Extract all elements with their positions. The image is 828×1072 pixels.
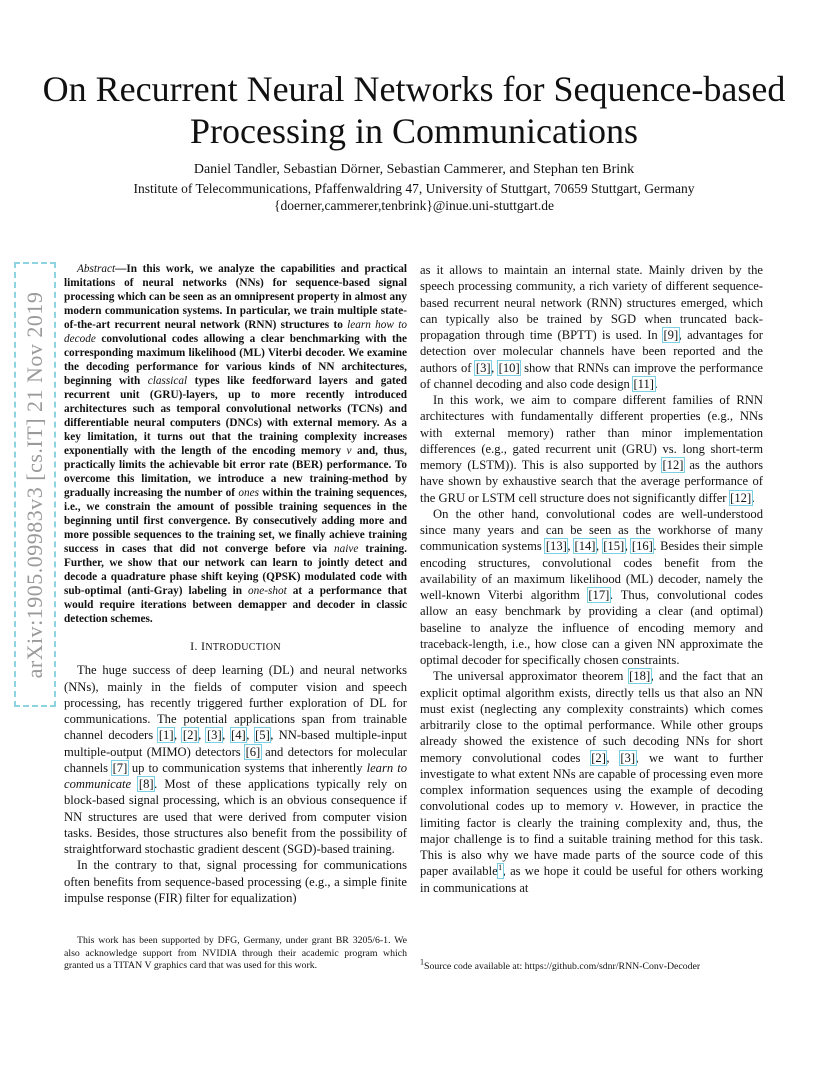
abstract-segment: types like feedforward layers and gated recurrent unit (GRU)-layers, up to more recently introduced architectures such as temporal convolutional networks (TCNs) and differentiable neural computers (DNCs) with external memory. As a key limitation, it turns out that the training complexity increases exponentially with the length of the encoding memory — [64, 375, 407, 457]
text-segment: . However, in practice the limiting factor is clearly the training complexity and, thus, the major challenge is to find a suitable training method for this task. This is also why we have made parts of the source code of this paper available — [420, 799, 764, 879]
abstract-emphasis: learn how to decode — [64, 319, 407, 345]
abstract-emphasis: ones — [238, 487, 259, 499]
text-segment: . Most of these applications typically rely on block-based signal processing, which is an obvious consequence if NN structures are used that were derived from computer vision tasks. Besides, those structures also benefit from the possibility of straightforward stochastic gradient descent (SGD)-based training. — [64, 777, 408, 856]
text-segment: . Thus, convolutional codes allow an easy benchmark by providing a clear (and optimal) baseline to analyze the influence of encoding memory and traceback-length, i.e., how close can a given NN approximate the optimal decoder for specifically chosen constraints. — [420, 588, 763, 667]
citation-link[interactable]: [17] — [588, 588, 610, 602]
separator: , — [246, 728, 255, 743]
text-segment: , advantages for detection over molecular channels have been reported and the authors of — [420, 328, 763, 375]
text-segment: show that RNNs can improve the performance of channel decoding and also code design — [420, 360, 763, 391]
separator: , — [567, 539, 575, 554]
text-segment: . — [654, 376, 658, 391]
abstract-segment: convolutional codes allowing a clear benchmarking with the corresponding maximum likelihood (ML) Viterbi decoder. We examine the decoding performance for various kinds of NN architectures, beginning with — [64, 333, 407, 387]
funding-footnote: This work has been supported by DFG, Germany, under grant BR 3205/6-1. We also acknowledge support from NVIDIA through their academic program which granted us a TITAN V graphics card that was used for this work. — [64, 935, 407, 971]
citation-link[interactable]: [12] — [730, 490, 752, 505]
citation-link[interactable]: [18] — [629, 669, 651, 684]
citation-link[interactable]: [3] — [620, 750, 636, 765]
emphasis: learn to communicate — [64, 760, 407, 791]
text-segment: On the other hand, convolutional codes are well-understood since many years and can be seen as the workhorse of many communication systems — [420, 506, 763, 554]
citation-link[interactable]: [1] — [158, 728, 174, 743]
abstract — [64, 262, 407, 626]
separator: , — [222, 728, 231, 743]
text-segment: up to communication systems that inherently — [127, 760, 367, 775]
text-segment: The huge success of deep learning (DL) and neural networks (NNs), mainly in the fields of computer vision and speech processing, has recently triggered further exploration of DL for communications. The potential applications span from trainable channel decoders — [64, 663, 407, 743]
citation-link[interactable]: [14] — [574, 539, 596, 554]
text-segment: . Besides their simple encoding structures, convolutional codes benefit from the availability of an maximum likelihood (ML) decoder, namely the well-known Viterbi algorithm — [420, 539, 764, 602]
emphasis: ν — [614, 799, 621, 814]
abstract-emphasis: one-shot — [248, 585, 287, 597]
right-paragraph-4 — [420, 668, 763, 896]
citation-link[interactable]: [2] — [182, 728, 198, 743]
citation-link[interactable]: [8] — [138, 777, 154, 791]
citation-link[interactable]: [3] — [206, 728, 222, 743]
section-heading-introduction — [64, 638, 407, 656]
right-column — [420, 262, 763, 896]
text-segment: , and the fact that an explicit optimal algorithm exists, directly tells us that also an NN must exist (neglecting any complexity constraints) which comes arbitrarily close to the optimal performance. While other groups already showed the existence of such decoding NNs for short memory convolutional codes — [420, 669, 763, 765]
footnote-marker: 1 — [498, 863, 503, 873]
footnote-text: Source code available at: https://github.com/sdnr/RNN-Conv-Decoder — [424, 961, 701, 972]
citation-link[interactable]: [10] — [498, 360, 520, 375]
abstract-segment: at a performance that would require iterations between demapper and decoder in classic detection schemes. — [64, 585, 407, 625]
text-segment: as it allows to maintain an internal state. Mainly driven by the speech processing community, a rich variety of different sequence-based recurrent neural network (RNN) structures emerged, which can typically also be trained by SGD when truncated back-propagation through time (BPTT) is used. In — [420, 263, 763, 342]
citation-link[interactable]: [13] — [545, 539, 567, 554]
abstract-segment: training. Further, we show that our network can learn to jointly detect and decode a quadrature phase shift keying (QPSK) modulated code with sub-optimal (anti-Gray) labeling in — [64, 543, 407, 597]
abstract-label: Abstract — [77, 263, 116, 275]
citation-link[interactable]: [12] — [662, 458, 684, 472]
citation-link[interactable]: [9] — [663, 328, 679, 342]
separator: , — [491, 360, 499, 375]
section-title-initial: I — [201, 639, 206, 653]
separator: , — [596, 539, 603, 554]
author-emails: {doerner,cammerer,tenbrink}@inue.uni-stuttgart.de — [274, 198, 554, 213]
abstract-segment: within the training sequences, i.e., we constrain the amount of possible training sequences in the beginning until first convergence. By consecutively adding more and more possible sequences to the training set, we finally achieve training success in cases that did not converge before via — [64, 487, 407, 555]
citation-link[interactable]: [4] — [231, 728, 246, 743]
text-segment: The universal approximator theorem — [433, 669, 629, 684]
intro-paragraph-2: In the contrary to that, signal processing for communications often benefits from sequence-based processing (e.g., a simple finite impulse response (FIR) filter for equalization) — [64, 858, 407, 905]
author-list: Daniel Tandler, Sebastian Dörner, Sebastian Cammerer, and Stephan ten Brink — [193, 162, 635, 177]
citation-link[interactable]: [15] — [603, 539, 625, 554]
citation-link[interactable]: [2] — [591, 750, 606, 765]
abstract-segment: and, thus, practically limits the achievable bit error rate (BER) performance. To overcome this limitation, we introduce a new training-method by gradually increasing the number of — [64, 445, 407, 499]
citation-link[interactable]: [11] — [633, 376, 654, 391]
right-paragraph-2 — [420, 392, 763, 506]
section-title-rest: NTRODUCTION — [205, 642, 281, 653]
abstract-emphasis: ν — [346, 445, 352, 457]
abstract-dash: — — [115, 263, 127, 275]
separator: , — [624, 539, 632, 554]
citation-link[interactable]: [16] — [631, 539, 653, 554]
footnote-number: 1 — [420, 957, 424, 967]
abstract-emphasis: classical — [147, 375, 188, 387]
text-segment: . — [751, 490, 755, 505]
intro-paragraph-1 — [64, 662, 407, 857]
section-number: I. — [190, 639, 198, 653]
right-paragraph-1 — [420, 262, 763, 392]
abstract-emphasis: naive — [334, 543, 359, 555]
citation-link[interactable]: [5] — [255, 728, 270, 743]
right-paragraph-3 — [420, 506, 763, 669]
text-segment: , as we hope it could be useful for others working in communications at — [420, 864, 763, 895]
citation-link[interactable]: [3] — [475, 360, 491, 375]
paper-title: On Recurrent Neural Networks for Sequence-based Processing in Communications — [42, 69, 786, 151]
separator: , — [174, 728, 183, 743]
separator: , — [606, 750, 620, 765]
text-segment: , we want to further investigate to what extent NNs are capable of processing even more complex information sequences using the example of decoding convolutional codes up to memory — [420, 750, 764, 814]
text-segment: , NN-based multiple-input multiple-output (MIMO) detectors — [64, 728, 408, 759]
abstract-segment: In this work, we analyze the capabilities and practical limitations of neural networks (NNs) for sequence-based signal processing which can be seen as an omnipresent property in almost any modern communication systems. In particular, we train multiple state-of-the-art recurrent neural network (RNN) structures to — [64, 263, 407, 331]
arxiv-id: arXiv:1905.09983v3 [cs.IT] 21 Nov 2019 — [22, 291, 47, 678]
left-column — [64, 262, 407, 906]
arxiv-stamp[interactable] — [14, 262, 56, 707]
text-segment: as the authors have shown by exhaustive search that the average performance of the GRU or LSTM cell structure does not significantly differ — [420, 458, 764, 505]
citation-link[interactable]: [7] — [112, 760, 128, 775]
citation-link[interactable]: [6] — [245, 744, 261, 759]
separator: , — [198, 728, 207, 743]
text-segment: In this work, we aim to compare different families of RNN architectures with fundamentally different properties (e.g., NNs with external memory) rather than minor implementation differences (e.g., gated recurrent unit (GRU) vs. long short-term memory (LSTM)). This is also supported by — [420, 393, 763, 472]
abstract-text — [64, 262, 407, 626]
affiliation: Institute of Telecommunications, Pfaffenwaldring 47, University of Stuttgart, 70659 Stuttgart, Germany — [133, 181, 695, 196]
text-segment: and detectors for molecular channels — [64, 744, 407, 775]
source-code-footnote — [420, 957, 763, 974]
